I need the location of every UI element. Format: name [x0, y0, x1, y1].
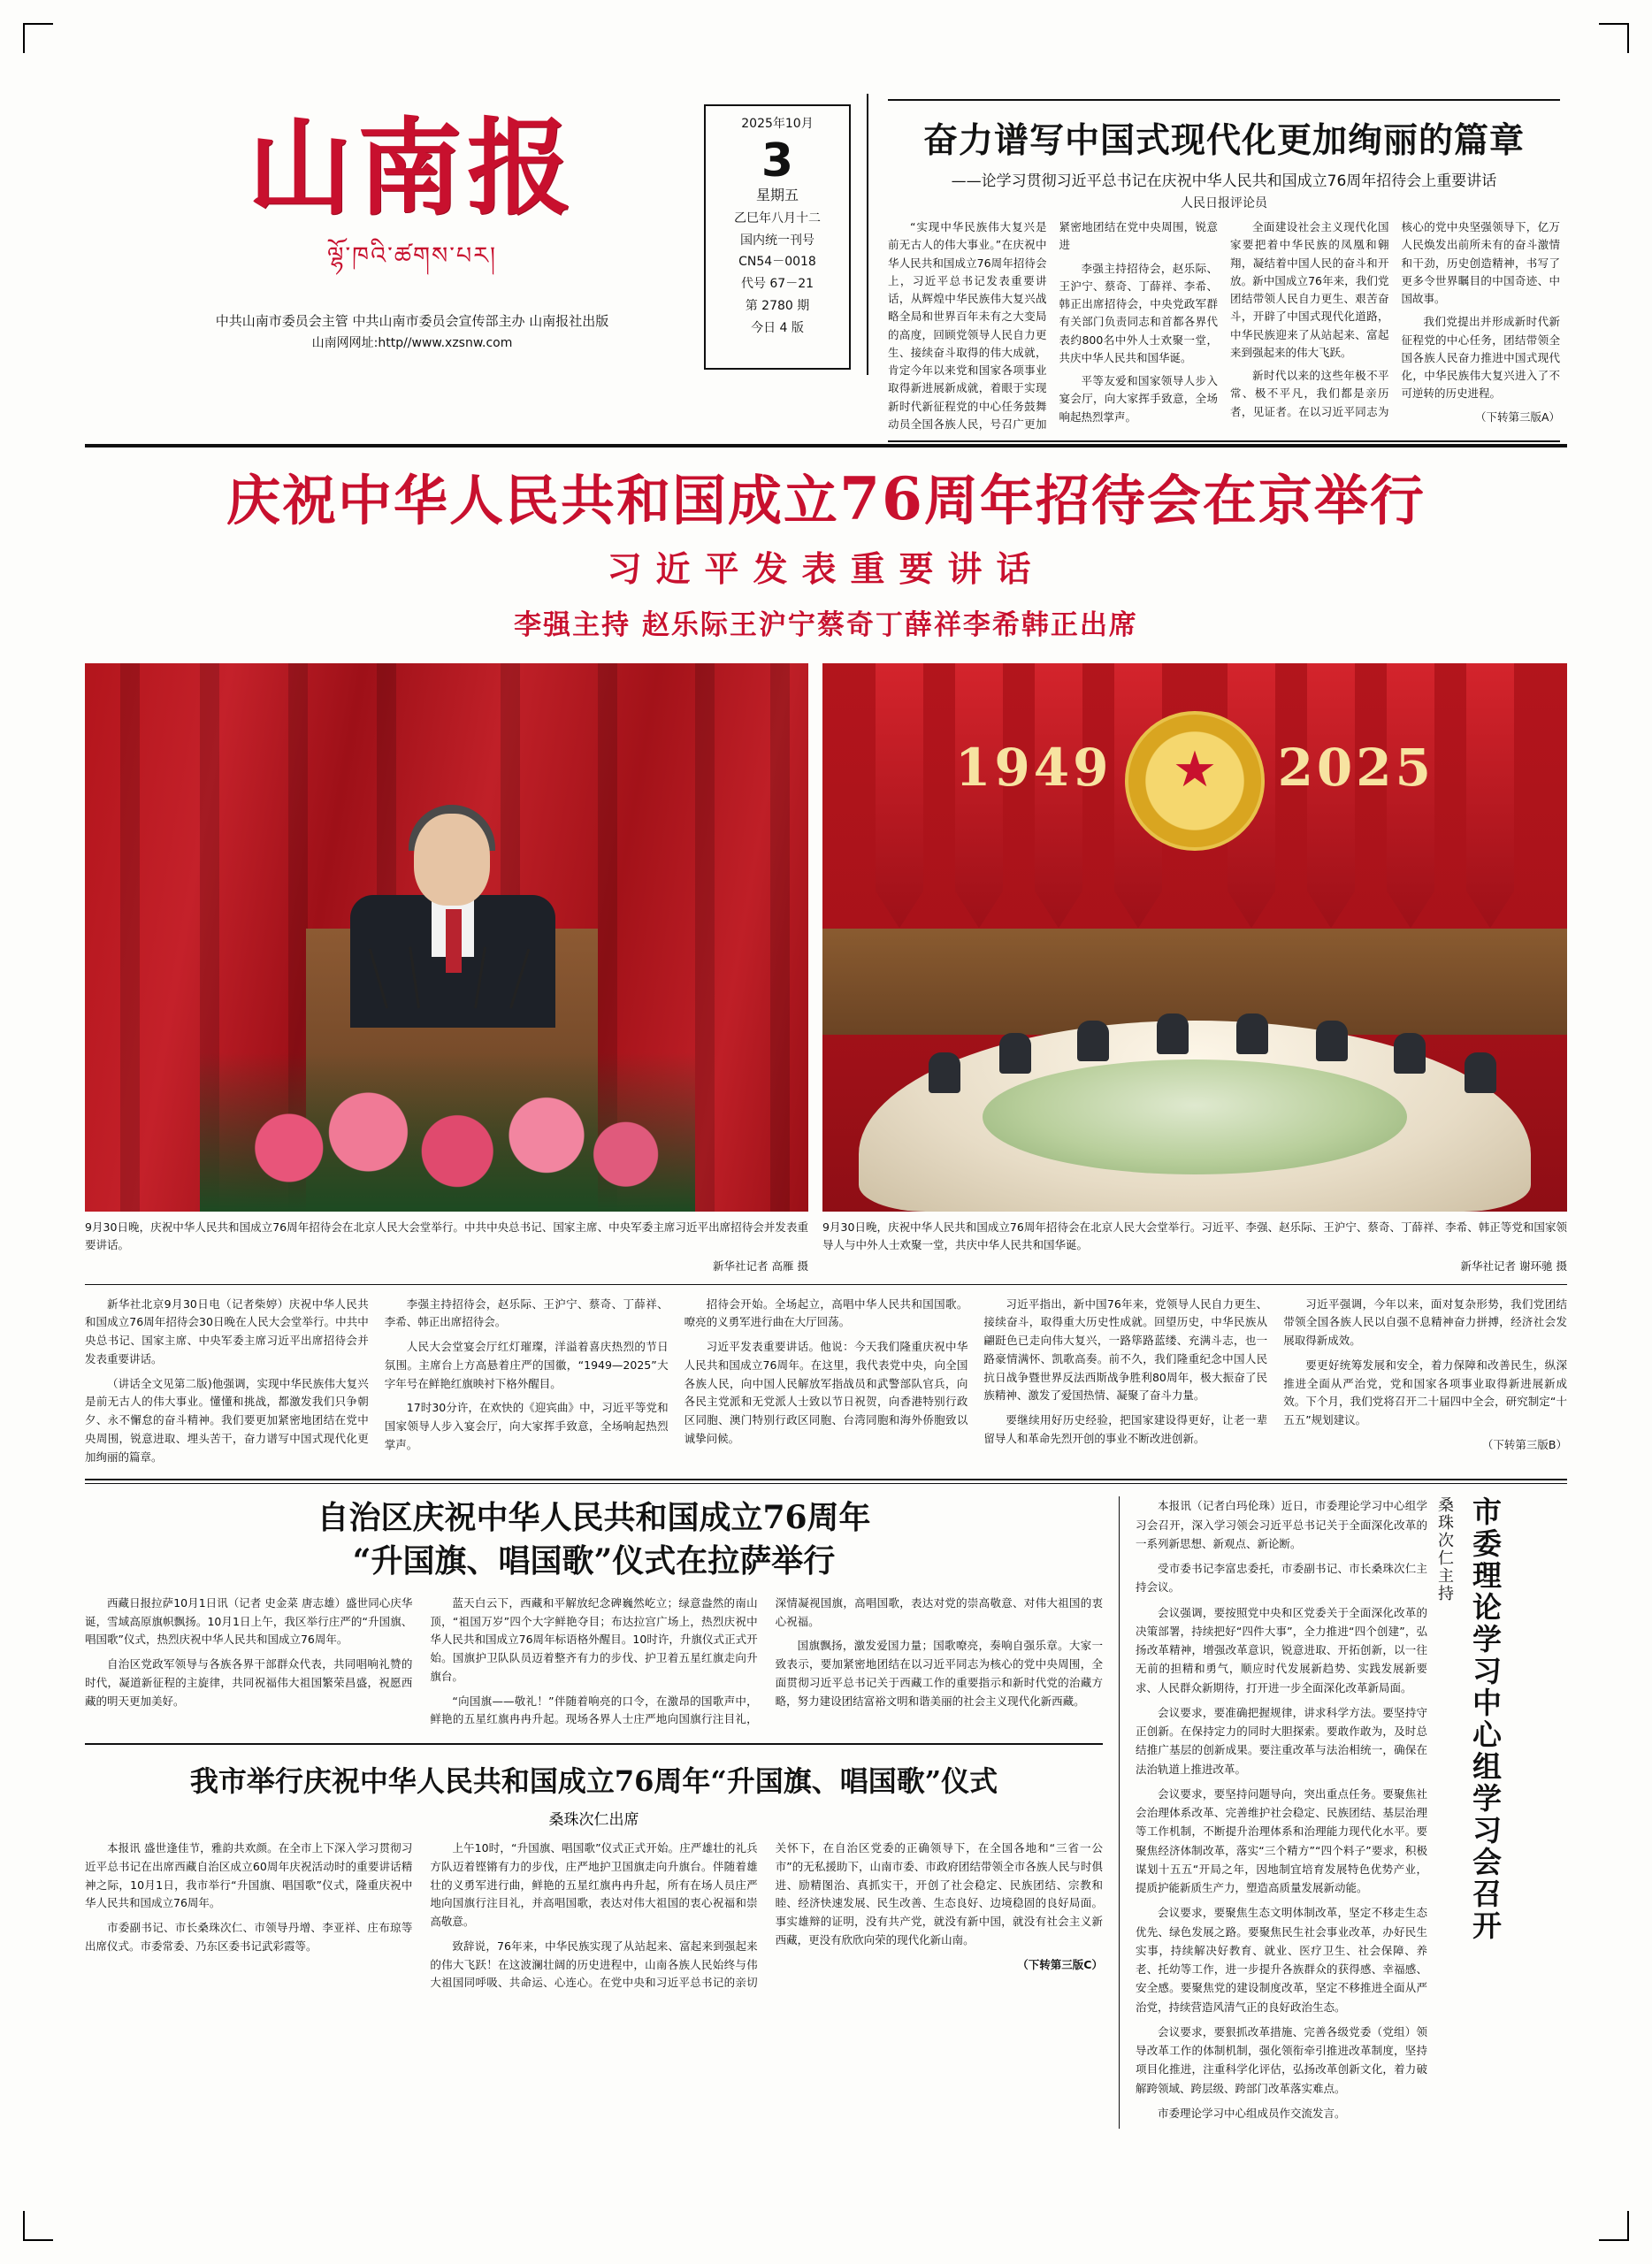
section-a-paragraph: 自治区党政军领导与各族各界干部群众代表，共同唱响礼赞的时代，凝道新征程的主旋律，共同祝福伟大祖国繁荣昌盛，祝愿西藏的明天更加美好。 — [85, 1657, 413, 1708]
section-c-title: 市委理论学习中心组学习会召开 — [1468, 1496, 1503, 1943]
section-a-title — [85, 1496, 1103, 1581]
section-c-subtitle: 桑珠次仁主持 — [1435, 1496, 1454, 1603]
crop-mark — [23, 2239, 53, 2241]
lead-subheadline: 习近平发表重要讲话 — [607, 548, 1045, 590]
story-paragraph: 17时30分许，在欢快的《迎宾曲》中，习近平等党和国家领导人步入宴会厅，向大家挥手致意，全场响起热烈掌声。 — [384, 1401, 669, 1451]
section-a-b-divider — [85, 1743, 1103, 1745]
masthead-divider — [867, 94, 868, 375]
section-c-paragraph: 会议要求，要准确把握规律，讲求科学方法。要坚持守正创新。在保持定力的同时大胆探索。要敢作敢为，及时总结推广基层的创新成果。要注重改革与法治相统一，确保在法治轨道上推进改革。 — [1136, 1705, 1427, 1776]
year-1949: 1949 — [955, 737, 1113, 798]
editorial-subtitle: ——论学习贯彻习近平总书记在庆祝中华人民共和国成立76周年招待会上重要讲话 — [951, 172, 1497, 190]
issn-value: CN54－0018 — [738, 255, 816, 270]
story-paragraph: 新华社北京9月30日电（记者柴婷）庆祝中华人民共和国成立76周年招待会30日晚在人民大会堂举行。中共中央总书记、国家主席、中央军委主席习近平出席招待会并发表重要讲话。 — [85, 1296, 369, 1365]
story-paragraph: 李强主持招待会，赵乐际、王沪宁、蔡奇、丁薛祥、李希、韩正出席招待会。 — [384, 1296, 669, 1329]
photo-row — [85, 663, 1567, 1212]
section-c — [1120, 1496, 1553, 2129]
section-c-paragraph: 会议要求，要聚焦生态文明体制改革，坚定不移走生态优先、绿色发展之路。要聚焦民生社会事业改革，办好民生实事，持续解决好教育、就业、医疗卫生、社会保障、养老、托幼等工作，进一步提升各族群众的获得感、幸福感、安全感。要聚焦党的建设制度改革，坚定不移推进全面从严治党，持续营造风清气正的良好政治生态。 — [1136, 1906, 1427, 2014]
masthead-logo — [138, 106, 686, 355]
story-paragraph: （讲话全文见第二版)他强调，实现中华民族伟大复兴是前无古人的伟大事业。懂懂和挑战，都激发我们只争朝夕、永不懈怠的奋斗精神。我们要更加紧密地团结在党中央周围，锐意进取、埋头苦干，奋力谱写中国式现代化更加绚丽的篇章。 — [85, 1376, 369, 1464]
page-sheet — [85, 85, 1567, 2179]
section-a-title-line2: “升国旗、唱国歌”仪式在拉萨举行 — [352, 1541, 836, 1579]
issue-number: 第 2780 期 — [745, 298, 810, 313]
editorial-paragraph: 我们党提出并形成新时代新征程党的中心任务，团结带领全国各族人民奋力推进中国式现代化，中华民族伟大复兴进入了不可逆转的历史进程。 — [1401, 315, 1560, 401]
section-b-paragraph: 上午10时，“升国旗、唱国歌”仪式正式开始。庄严雄壮的礼兵方队迈着铿锵有力的步伐，庄严地护卫国旗走向升旗台。伴随着雄壮的义勇军进行曲，鲜艳的五星红旗冉冉升起，所有在场人员庄严地向国旗行注目礼，并高唱国歌，表达对伟大祖国的衷心祝福和崇高敬意。 — [430, 1841, 758, 1929]
photo-speech — [85, 663, 808, 1212]
section-a-paragraph: “向国旗——敬礼！”伴随着响亮的口令，在激昂的国歌声中，鲜艳的五星红旗冉冉升起。现场各界人士庄严地向国旗行注目礼，深情凝视国旗，高唱国歌，表达对党的崇高敬意、对伟大祖国的衷心祝福。 — [430, 1595, 1103, 1726]
editorial-byline: 人民日报评论员 — [1181, 196, 1267, 210]
photo-banquet — [822, 663, 1567, 1212]
lower-section — [85, 1496, 1567, 2129]
newspaper-title-tibetan: ལྷོ་ཁའི་ཚགས་པར། — [326, 242, 498, 271]
masthead — [85, 85, 1567, 439]
weekday: 星期五 — [755, 187, 799, 204]
section-c-paragraph: 市委理论学习中心组成员作交流发言。 — [1158, 2106, 1346, 2120]
lead-headline-number: 76 — [839, 464, 924, 533]
section-b-title: 我市举行庆祝中华人民共和国成立76周年“升国旗、唱国歌”仪式 — [189, 1764, 998, 1799]
section-b-paragraph: 本报讯 盛世逢佳节，雅韵共欢颜。在全市上下深入学习贯彻习近平总书记在出席西藏自治区成立60周年庆祝活动时的重要讲话精神之际，10月1日，我市举行“升国旗、唱国歌”仪式，隆重庆祝中华人民共和国成立76周年。 — [85, 1841, 413, 1910]
story-paragraph: 习近平发表重要讲话。他说：今天我们隆重庆祝中华人民共和国成立76周年。在这里，我代表党中央，向全国各族人民，向中国人民解放军指战员和武警部队官兵，向各民主党派和无党派人士致以节日祝贺，向香港特别行政区同胞、澳门特别行政区同胞、台湾同胞和海外侨胞致以诚挚问候。 — [684, 1340, 968, 1445]
lead-story-body — [85, 1296, 1567, 1467]
newspaper-title: 山南报 — [247, 106, 577, 229]
crop-mark — [23, 23, 25, 53]
crop-mark — [1627, 23, 1629, 53]
section-c-body — [1136, 1496, 1427, 2129]
section-c-paragraph: 会议要求，要狠抓改革措施、完善各级党委（党组）领导改革工作的体制机制，强化领衔牵引推进改革制度，坚持项目化推进，注重科学化评估，弘扬改革创新文化，着力破解跨领域、跨层级、跨部门改革落实难点。 — [1136, 2024, 1427, 2095]
caption-text: 9月30日晚，庆祝中华人民共和国成立76周年招待会在北京人民大会堂举行。中共中央总书记、国家主席、中央军委主席习近平出席招待会并发表重要讲话。 — [85, 1220, 808, 1251]
section-b-paragraph: 市委副书记、市长桑珠次仁、市领导丹增、李亚祥、庄布琼等出席仪式。市委常委、乃东区委书记武彩霞等。 — [85, 1921, 413, 1953]
story-continuation: （下转第三版B） — [1481, 1437, 1567, 1451]
section-c-paragraph: 本报讯（记者白玛伦珠）近日，市委理论学习中心组学习会召开，深入学习领会习近平总书记关于全面深化改革的一系列新思想、新观点、新论断。 — [1136, 1499, 1427, 1550]
section-a-body — [85, 1595, 1103, 1729]
section-b-subtitle: 桑珠次仁出席 — [548, 1811, 639, 1830]
crop-mark — [1599, 2239, 1629, 2241]
lead-headline-block — [85, 447, 1567, 651]
page-count: 今日 4 版 — [751, 320, 804, 335]
editorial-paragraph: 平等友爱和国家领导人步入宴会厅，向大家挥手致意，全场响起热烈掌声。 — [1059, 374, 1218, 424]
national-emblem-icon — [1125, 711, 1265, 851]
lead-headline-part2: 周年招待会在京举行 — [923, 470, 1426, 532]
photo-credit: 新华社记者 高雁 摄 — [713, 1258, 808, 1273]
story-paragraph: 要继续用好历史经验，把国家建设得更好，让老一辈留导人和革命先烈开创的事业不断改进创新。 — [983, 1413, 1268, 1445]
lead-attendees-line: 李强主持 赵乐际王沪宁蔡奇丁薛祥李希韩正出席 — [514, 608, 1138, 641]
section-a-paragraph: 蓝天白云下，西藏和平解放纪念碑巍然屹立；绿意盎然的南山顶，“祖国万岁”四个大字鲜艳夺目；布达拉宫广场上，热烈庆祝中华人民共和国成立76周年标语格外醒目。10时许，升旗仪式正式开始。国旗护卫队队员迈着整齐有力的步伐、护卫着五星红旗走向升旗台。 — [430, 1595, 758, 1683]
section-a-paragraph: 国旗飘扬，激发爱国力量；国歌嘹亮，奏响自强乐章。大家一致表示，要加紧密地团结在以习近平同志为核心的党中央周围，全面贯彻习近平总书记关于西藏工作的重要指示和新时代党的治藏方略，努力建设团结富裕文明和谐美丽的社会主义现代化新西藏。 — [775, 1639, 1103, 1708]
editorial-paragraph: 全面建设社会主义现代化国家要把着中华民族的凤凰和翱翔，凝结着中国人民的奋斗和开放。新中国成立76年来，我们党团结带领人民自力更生、艰苦奋斗，开辟了中国式现代化道路，中华民族迎来了从站起来、富起来到强起来的伟大飞跃。 — [1230, 220, 1389, 359]
crop-mark — [1599, 23, 1629, 25]
editorial-block — [888, 99, 1560, 442]
date-day: 3 — [761, 134, 794, 187]
story-paragraph: 习近平强调，今年以来，面对复杂形势，我们党团结带领全国各族人民以自强不息精神奋力拼搏，经济社会发展取得新成效。 — [1283, 1296, 1567, 1348]
photo-caption-row — [85, 1219, 1567, 1275]
lead-headline-part1: 庆祝中华人民共和国成立 — [226, 470, 840, 532]
editorial-paragraph: 新时代以来的这些年极不平常、极不平凡，我们都是亲历者，见证者。在以习近平同志为核心的党中央坚强领导下，亿万人民焕发出前所未有的奋斗激情和干劲，历史创造精神，书写了更多令世界瞩目的中国奇迹、中国故事。 — [1230, 220, 1560, 418]
date-block — [704, 104, 851, 370]
sponsor-line: 中共山南市委员会主管 中共山南市委员会宣传部主办 山南报社出版 — [215, 313, 609, 330]
lower-left-column — [85, 1496, 1120, 2129]
editorial-title: 奋力谱写中国式现代化更加绚丽的篇章 — [922, 120, 1525, 161]
photo-caption-left — [85, 1219, 808, 1275]
section-c-paragraph: 受市委书记李富忠委托，市委副书记、市长桑珠次仁主持会议。 — [1136, 1562, 1427, 1595]
caption-text: 9月30日晚，庆祝中华人民共和国成立76周年招待会在北京人民大会堂举行。习近平、李强、赵乐际、王沪宁、蔡奇、丁薛祥、李希、韩正等党和国家领导人与中外人士欢聚一堂，共庆中华人民共和国华诞。 — [822, 1220, 1567, 1251]
caption-rule — [85, 1284, 1567, 1285]
crop-mark — [23, 2211, 25, 2241]
issn-label: 国内统一刊号 — [740, 233, 815, 248]
story-paragraph: 人民大会堂宴会厅红灯璀璨，洋溢着喜庆热烈的节日氛围。主席台上方高悬着庄严的国徽，“1949—2025”大字年号在鲜艳红旗映衬下格外醒目。 — [384, 1340, 669, 1390]
website-line: 山南网网址:http//www.xzsnw.com — [311, 335, 513, 350]
date-year-month: 2025年10月 — [741, 117, 814, 131]
story-paragraph: 习近平指出，新中国76年来，党领导人民自力更生、接续奋斗，取得重大历史性成就。回望历史，中华民族从翩跹色已走向伟大复兴，一路筚路蓝缕、充满斗志，也一路豪情满怀、凯歌高奏。前不久，我们隆重纪念中国人民抗日战争暨世界反法西斯战争胜利80周年，极大振奋了民族精神、激发了爱国热情、凝聚了奋斗力量。 — [983, 1296, 1268, 1403]
section-b-paragraph: 致辞说，76年来，中华民族实现了从站起来、富起来到强起来的伟大飞跃！在这波澜壮阔的历史进程中，山南各族人民始终与伟大祖国同呼吸、共命运、心连心。在党中央和习近平总书记的亲切关怀下，在自治区党委的正确领导下，在全国各地和“三省一公市”的无私援助下，山南市委、市政府团结带领全市各族人民与时俱进、励精图治、真抓实干，开创了社会稳定、民族团结、宗教和睦、经济快速发展、民生改善、生态良好、边境稳固的良好局面。事实雄辩的证明，没有共产党，就没有新中国，就没有社会主义新西藏，更没有欣欣向荣的现代化新山南。 — [430, 1841, 1103, 1990]
section-c-paragraph: 会议强调，要按照党中央和区党委关于全面深化改革的决策部署，持续把好“四件大事”，全力推进“四个创建”，弘扬改革精神，增强改革意识，锐意进取、开拓创新，以一往无前的担精和勇气，顺应时代发展新趋势、实践发展新要求、人民群众新期待，打开进一步全面深化改革新局面。 — [1136, 1605, 1427, 1694]
section-c-paragraph: 会议要求，要坚持问题导向，突出重点任务。要聚焦社会治理体系改革、完善维护社会稳定、民族团结、基层治理等工作机制，不断提升治理体系和治理能力现代化水平。要聚焦经济体制改革，落实“三个精方”“四个料子”要求，积极谋划十五五“开局之年，因地制宜培育发展特色优势产业，提质护能新质生产力，塑造高质量发展新动能。 — [1136, 1786, 1427, 1895]
section-divider — [85, 1479, 1567, 1484]
photo-credit: 新华社记者 谢环驰 摄 — [1460, 1258, 1567, 1273]
lead-headline — [85, 464, 1567, 533]
lunar-date: 乙巳年八月十二 — [734, 211, 821, 226]
section-a-paragraph: 西藏日报拉萨10月1日讯（记者 史金菜 唐志雄）盛世同心庆华诞，雪域高原旗帜飘扬。10月1日上午，我区举行庄严的“升国旗、唱国歌”仪式，热烈庆祝中华人民共和国成立76周年。 — [85, 1595, 413, 1647]
story-paragraph: 招待会开始。全场起立，高唱中华人民共和国国歌。嘹亮的义勇军进行曲在大厅回荡。 — [684, 1296, 968, 1329]
editorial-paragraph: 李强主持招待会，赵乐际、王沪宁、蔡奇、丁薛祥、李希、韩正出席招待会，中央党政军群有关部门负责同志和首都各界代表约800名中外人士欢聚一堂，共庆中华人民共和国华诞。 — [1059, 261, 1218, 364]
section-a-title-line1: 自治区庆祝中华人民共和国成立76周年 — [317, 1499, 871, 1537]
section-b-body — [85, 1840, 1103, 1992]
crop-mark — [23, 23, 53, 25]
photo-caption-right — [822, 1219, 1567, 1275]
story-paragraph: 要更好统筹发展和安全，着力保障和改善民生，纵深推进全面从严治党，党和国家各项事业取得新进展新成效。下个月，我们党将召开二十届四中全会，研究制定“十五五”规划建议。 — [1283, 1358, 1567, 1427]
editorial-body — [888, 218, 1560, 440]
crop-mark — [1627, 2211, 1629, 2241]
year-2025: 2025 — [1277, 737, 1434, 798]
editorial-continuation: （下转第三版A） — [1474, 409, 1560, 424]
section-b-continuation: （下转第三版C） — [1017, 1957, 1103, 1971]
editorial-paragraph: “实现中华民族伟大复兴是前无古人的伟大事业。”在庆祝中华人民共和国成立76周年招待会上，习近平总书记发表重要讲话，从辉煌中华民族伟大复兴战略全局和世界百年未有之大变局的高度，回顾党领导人民自力更生、接续奋斗取得的伟大成就，肯定今年以来党和国家各项事业取得新进展新成就，着眼于实现新时代新征程党的中心任务鼓舞动员全国各族人民，号召广更加紧密地团结在党中央周围，锐意进 — [888, 220, 1218, 431]
agent-code: 代号 67－21 — [740, 277, 815, 292]
